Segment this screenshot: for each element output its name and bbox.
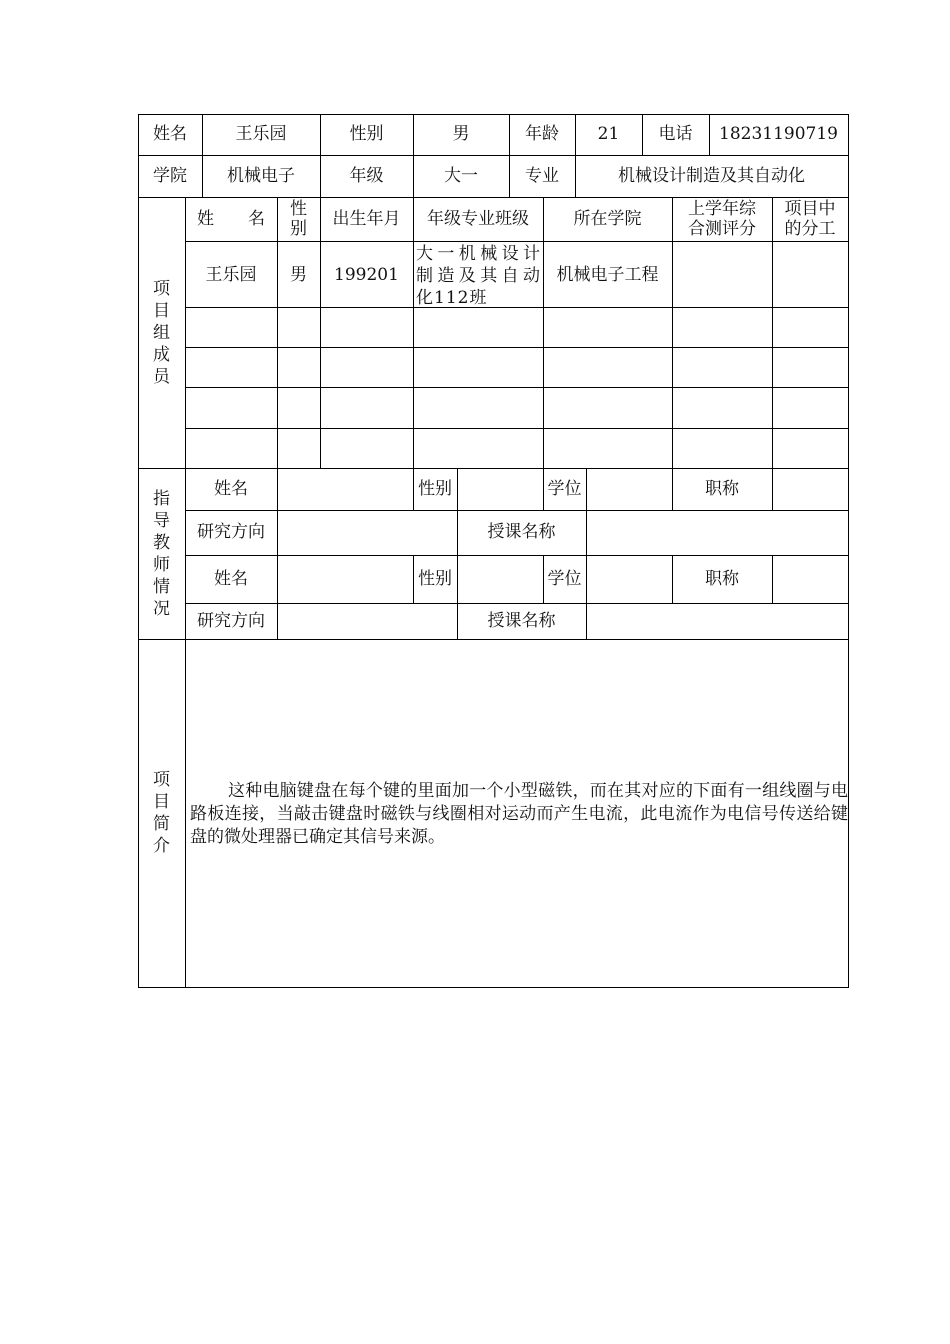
members-header-birth: 出生年月: [332, 208, 401, 229]
members-header-role: [772, 197, 848, 241]
name-value[interactable]: 王乐园: [235, 124, 287, 144]
members-header-gender: [277, 197, 320, 241]
members-header-class: 年级专业班级: [427, 208, 529, 229]
advisor1-gender-label: 性别: [418, 478, 452, 499]
advisor1-research-label: 研究方向: [197, 522, 265, 542]
gender-value[interactable]: 男: [452, 124, 470, 144]
phone-label: 电话: [658, 124, 693, 144]
major-value[interactable]: 机械设计制造及其自动化: [618, 165, 805, 186]
members-header-gender-text: 性别: [290, 199, 307, 239]
project-section-label-text: 项目简介: [153, 770, 170, 856]
grade-label: 年级: [349, 165, 384, 186]
advisor1-gender-value[interactable]: [457, 468, 543, 510]
advisor1-course-value[interactable]: [586, 510, 848, 555]
age-label: 年龄: [525, 124, 559, 144]
members-header-name: 姓 名: [197, 208, 265, 229]
advisor2-degree-label: 学位: [547, 568, 582, 589]
advisors-section-label-text: 指导教师情况: [153, 488, 170, 619]
college-label: 学院: [153, 165, 187, 186]
advisor2-research-label: 研究方向: [197, 610, 265, 631]
member-row1-class[interactable]: [413, 241, 543, 307]
advisor2-course-label: 授课名称: [487, 610, 556, 631]
project-intro-text[interactable]: 这种电脑键盘在每个键的里面加一个小型磁铁，而在其对应的下面有一组线圈与电路板连接，当敲击键盘时磁铁与线圈相对运动而产生电流，此电流作为电信号传送给键盘的微处理器已确定其信号来源。: [190, 781, 848, 847]
advisor2-name-value[interactable]: [277, 555, 413, 603]
major-label: 专业: [525, 165, 559, 186]
advisor2-research-value[interactable]: [277, 603, 457, 639]
members-section-label: [138, 197, 185, 468]
members-header-score-text: 上学年综合测评分: [688, 199, 756, 239]
advisor2-title-label: 职称: [705, 568, 739, 589]
member-row1-gender[interactable]: 男: [290, 265, 307, 285]
members-header-role-text: 项目中的分工: [784, 199, 836, 239]
member-row1-class-text: 大一机械设计制造及其自动化112班: [416, 244, 541, 308]
advisor1-course-label: 授课名称: [487, 522, 556, 542]
members-section-label-text: 项目组成员: [153, 278, 170, 387]
advisor1-degree-value[interactable]: [586, 468, 672, 510]
member-row1-role[interactable]: [772, 241, 848, 307]
advisor1-title-label: 职称: [705, 478, 739, 499]
advisor1-research-value[interactable]: [277, 510, 457, 555]
member-row1-college[interactable]: 机械电子工程: [556, 265, 659, 285]
member-row1-name[interactable]: 王乐园: [205, 265, 257, 285]
grade-value[interactable]: 大一: [444, 165, 478, 186]
member-row1-score[interactable]: [672, 241, 772, 307]
advisor1-name-label: 姓名: [214, 478, 248, 499]
advisor2-title-value[interactable]: [772, 555, 848, 603]
advisor2-gender-value[interactable]: [457, 555, 543, 603]
advisor1-name-value[interactable]: [277, 468, 413, 510]
advisor1-title-value[interactable]: [772, 468, 848, 510]
advisors-section-label: [138, 468, 185, 639]
age-value[interactable]: 21: [597, 124, 620, 144]
phone-value[interactable]: 18231190719: [719, 124, 838, 144]
college-value[interactable]: 机械电子: [227, 165, 295, 186]
project-section-label: [138, 639, 185, 987]
members-header-college: 所在学院: [573, 208, 642, 229]
advisor2-degree-value[interactable]: [586, 555, 672, 603]
advisor2-gender-label: 性别: [418, 568, 452, 589]
member-row1-birth[interactable]: 199201: [334, 265, 399, 285]
advisor2-course-value[interactable]: [586, 603, 848, 639]
advisor2-name-label: 姓名: [214, 568, 248, 589]
gender-label: 性别: [349, 124, 384, 144]
members-header-score: [672, 197, 772, 241]
name-label: 姓名: [153, 124, 187, 144]
advisor1-degree-label: 学位: [547, 478, 582, 499]
